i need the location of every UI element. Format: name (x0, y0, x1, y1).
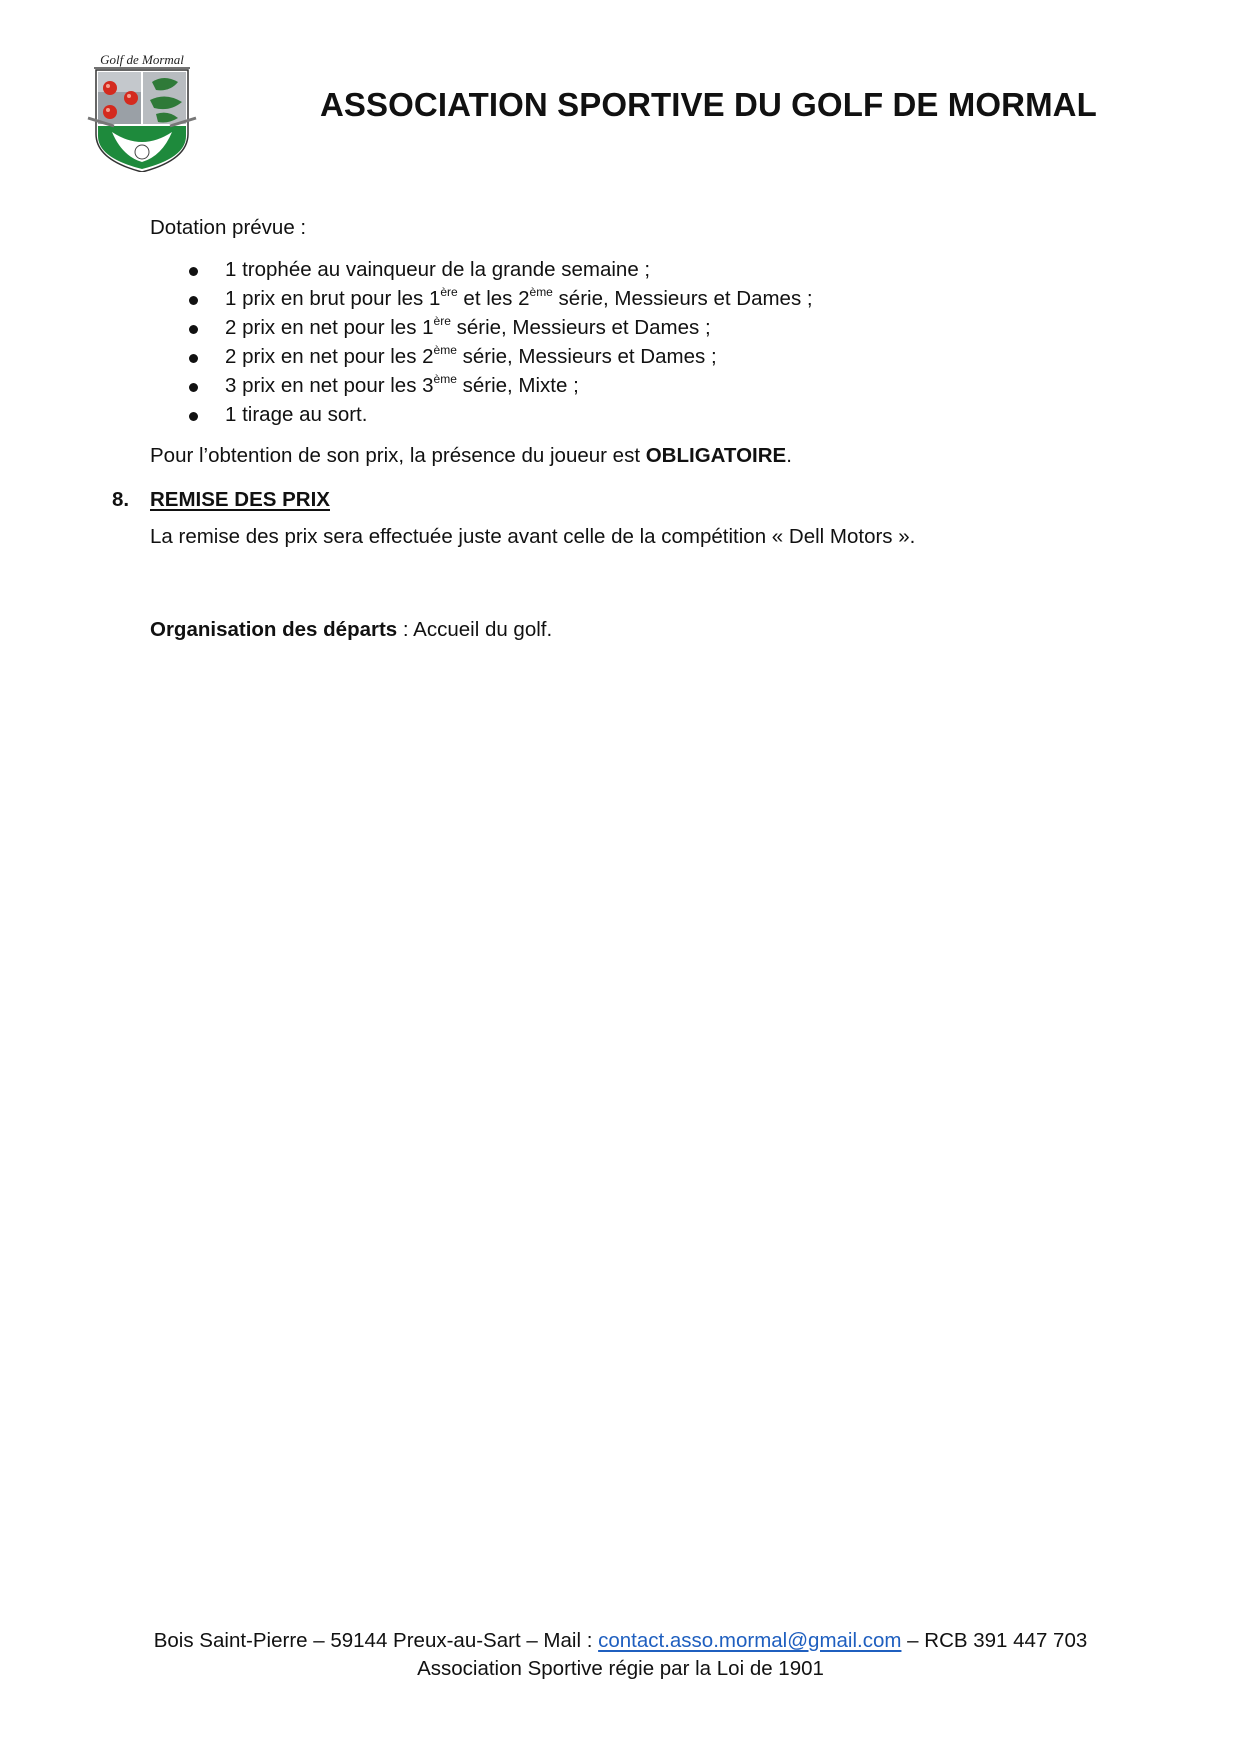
presence-paragraph: Pour l’obtention de son prix, la présence du joueur est OBLIGATOIRE. (150, 444, 792, 467)
section-heading: REMISE DES PRIX (150, 488, 330, 511)
bullet-icon (189, 354, 198, 363)
bullet-icon (189, 267, 198, 276)
email-link[interactable]: contact.asso.mormal@gmail.com (598, 1629, 902, 1652)
footer-address: Bois Saint-Pierre – 59144 Preux-au-Sart – Mail : contact.asso.mormal@gmail.com – RCB 391 447 703 (153, 1629, 1088, 1652)
dotation-intro: Dotation prévue : (150, 216, 307, 239)
footer-legal: Association Sportive régie par la Loi de 1901 (417, 1657, 824, 1680)
organisation-paragraph: Organisation des départs : Accueil du golf. (150, 618, 553, 641)
list-item: 2 prix en net pour les 2ème série, Messieurs et Dames ; (225, 343, 717, 368)
list-item: 1 tirage au sort. (225, 403, 368, 426)
section-paragraph: La remise des prix sera effectuée juste avant celle de la compétition « Dell Motors ». (150, 525, 916, 548)
list-item: 2 prix en net pour les 1ère série, Messieurs et Dames ; (225, 314, 711, 339)
page-title: ASSOCIATION SPORTIVE DU GOLF DE MORMAL (320, 86, 1097, 123)
section-number: 8. (112, 488, 130, 511)
list-item: 3 prix en net pour les 3ème série, Mixte ; (225, 372, 579, 397)
bullet-icon (189, 325, 198, 334)
crest-icon (86, 52, 198, 172)
bullet-icon (189, 383, 198, 392)
bullet-icon (189, 296, 198, 305)
bullet-icon (189, 412, 198, 421)
golf-club-logo (86, 52, 198, 172)
list-item: 1 prix en brut pour les 1ère et les 2ème série, Messieurs et Dames ; (225, 285, 813, 310)
list-item: 1 trophée au vainqueur de la grande semaine ; (225, 258, 651, 281)
logo-banner-text: Golf de Mormal (100, 52, 184, 67)
